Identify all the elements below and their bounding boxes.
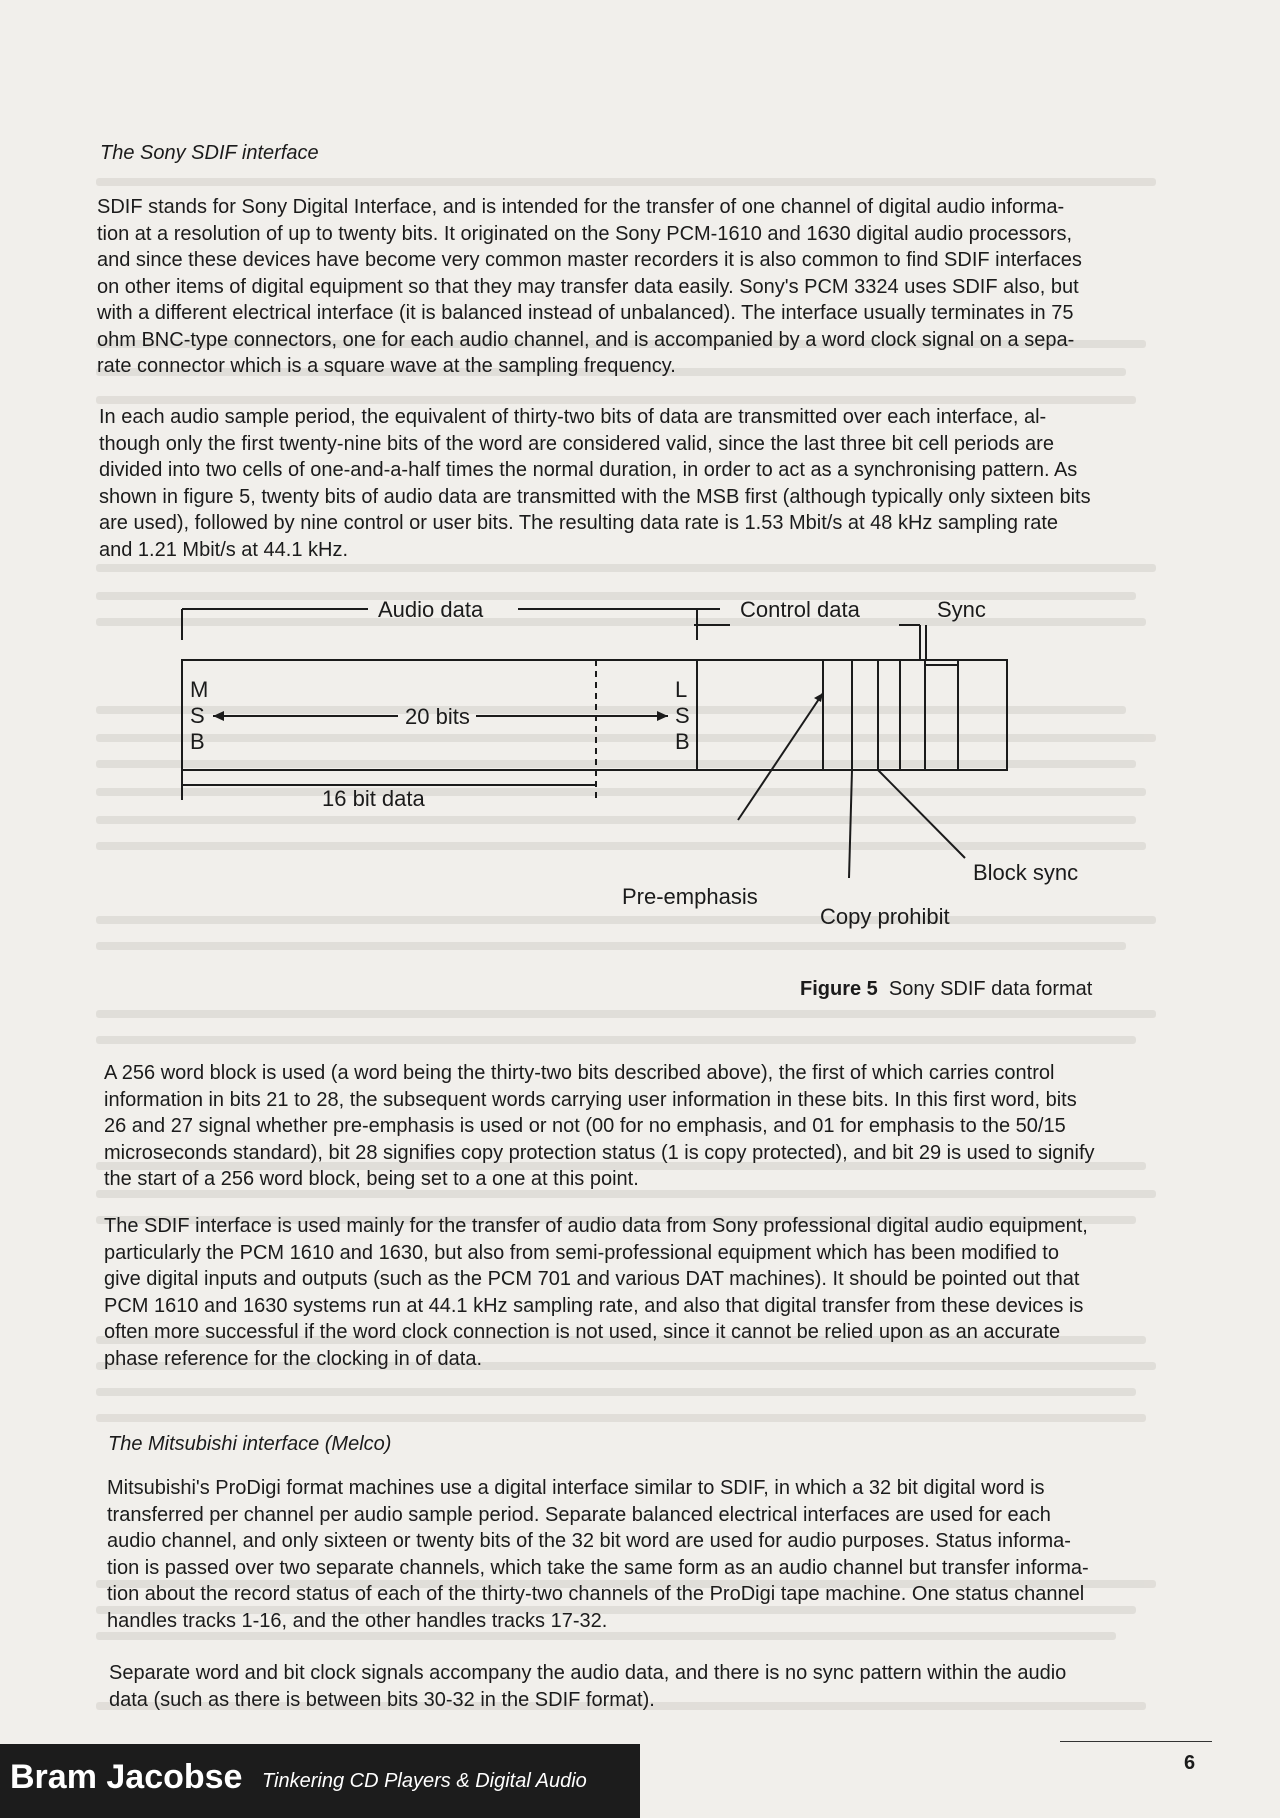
text-line: on other items of digital equipment so that they may transfer data easily. Sony's PCM 3324 uses SDIF also, but [97, 275, 1079, 298]
text-line: though only the first twenty-nine bits of the word are considered valid, since the last three bit cell periods are [99, 432, 1054, 455]
text-line: In each audio sample period, the equivalent of thirty-two bits of data are transmitted over each interface, al- [99, 406, 1047, 428]
text-line: The SDIF interface is used mainly for the transfer of audio data from Sony professional digital audio equipment, [104, 1215, 1088, 1237]
text-line: tion about the record status of each of the thirty-two channels of the ProDigi tape machine. One status channel [107, 1583, 1085, 1605]
label-pre-emphasis: Pre-emphasis [622, 884, 758, 909]
msb-letter: M [190, 677, 209, 702]
text-line: SDIF stands for Sony Digital Interface, and is intended for the transfer of one channel of digital audio informa- [97, 196, 1065, 218]
label-sync: Sync [937, 597, 986, 622]
paragraph-256-word-block [104, 1060, 1214, 1193]
lsb-letter: B [675, 729, 690, 754]
text-line: the start of a 256 word block, being set to a one at this point. [104, 1168, 639, 1190]
text-line: Separate word and bit clock signals accompany the audio data, and there is no sync pattern within the audio [109, 1662, 1067, 1684]
text-line: give digital inputs and outputs (such as the PCM 701 and various DAT machines). It should be pointed out that [104, 1268, 1080, 1290]
paragraph-sdif-usage [104, 1213, 1214, 1372]
text-line: transferred per channel per audio sample period. Separate balanced electrical interfaces are used for each [107, 1503, 1051, 1526]
text-line: are used), followed by nine control or user bits. The resulting data rate is 1.53 Mbit/s at 48 kHz sampling rate [99, 512, 1059, 534]
text-line: data (such as there is between bits 30-32 in the SDIF format). [109, 1688, 655, 1711]
lsb-letter: S [675, 703, 690, 728]
label-block-sync: Block sync [973, 860, 1079, 885]
label-control-data: Control data [740, 597, 860, 622]
brand-banner [0, 1744, 640, 1818]
figure-caption-text: Sony SDIF data format [888, 978, 1093, 1000]
lsb-letter: L [675, 677, 688, 702]
paragraph-clock-signals [109, 1660, 1219, 1713]
text-line: information in bits 21 to 28, the subsequent words carrying user information in these bits. In this first word, bits [104, 1088, 1077, 1111]
text-line: phase reference for the clocking in of data. [104, 1347, 483, 1370]
paragraph-prodigi [107, 1475, 1217, 1634]
text-line: particularly the PCM 1610 and 1630, but also from semi-professional equipment which has been modified to [104, 1241, 1059, 1264]
text-line: divided into two cells of one-and-a-half times the normal duration, in order to act as a synchronising pattern. As [99, 459, 1078, 481]
text-line: often more successful if the word clock connection is not used, since it cannot be relied upon as an accurate [104, 1321, 1061, 1343]
msb-letter: S [190, 703, 205, 728]
text-line: shown in figure 5, twenty bits of audio data are transmitted with the MSB first (although typically only sixteen bits [99, 485, 1091, 508]
text-line: ohm BNC-type connectors, one for each audio channel, and is accompanied by a word clock signal on a sepa- [97, 328, 1075, 351]
text-line: tion is passed over two separate channels, which take the same form as an audio channel but transfer informa- [107, 1556, 1089, 1579]
text-line: tion at a resolution of up to twenty bits. It originated on the Sony PCM-1610 and 1630 digital audio processors, [97, 222, 1073, 245]
text-line: rate connector which is a square wave at the sampling frequency. [97, 355, 676, 377]
label-audio-data: Audio data [378, 597, 484, 622]
text-line: handles tracks 1-16, and the other handles tracks 17-32. [107, 1609, 608, 1632]
section-heading-mitsubishi: The Mitsubishi interface (Melco) [108, 1433, 392, 1455]
text-line: 26 and 27 signal whether pre-emphasis is used or not (00 for no emphasis, and 01 for emphasis to the 50/15 [104, 1115, 1066, 1137]
section-heading-sony-sdif: The Sony SDIF interface [100, 142, 319, 164]
text-line: A 256 word block is used (a word being the thirty-two bits described above), the first of which carries control [104, 1062, 1055, 1084]
text-line: and 1.21 Mbit/s at 44.1 kHz. [99, 538, 349, 561]
text-line: audio channel, and only sixteen or twenty bits of the 32 bit word are used for audio purposes. Status informa- [107, 1530, 1071, 1552]
msb-letter: B [190, 729, 205, 754]
text-line: PCM 1610 and 1630 systems run at 44.1 kHz sampling rate, and also that digital transfer from these devices is [104, 1294, 1084, 1317]
text-line: microseconds standard), bit 28 signifies copy protection status (1 is copy protected), and bit 29 is used to signify [104, 1141, 1095, 1164]
label-20-bits: 20 bits [405, 704, 470, 729]
footer-rule [1060, 1741, 1212, 1742]
brand-tagline: Tinkering CD Players & Digital Audio [262, 1770, 587, 1792]
text-line: with a different electrical interface (it is balanced instead of unbalanced). The interface usually terminates in 75 [97, 302, 1074, 324]
brand-name: Bram Jacobse [10, 1758, 243, 1796]
text-line: and since these devices have become very common master recorders it is also common to find SDIF interfaces [97, 249, 1082, 271]
label-copy-prohibit: Copy prohibit [820, 904, 950, 929]
text-line: Mitsubishi's ProDigi format machines use a digital interface similar to SDIF, in which a 32 bit digital word is [107, 1477, 1045, 1499]
label-16-bit-data: 16 bit data [322, 786, 425, 811]
figure-number: Figure 5 [800, 978, 878, 1000]
figure-caption [800, 978, 1092, 1001]
page-number: 6 [1184, 1752, 1196, 1774]
